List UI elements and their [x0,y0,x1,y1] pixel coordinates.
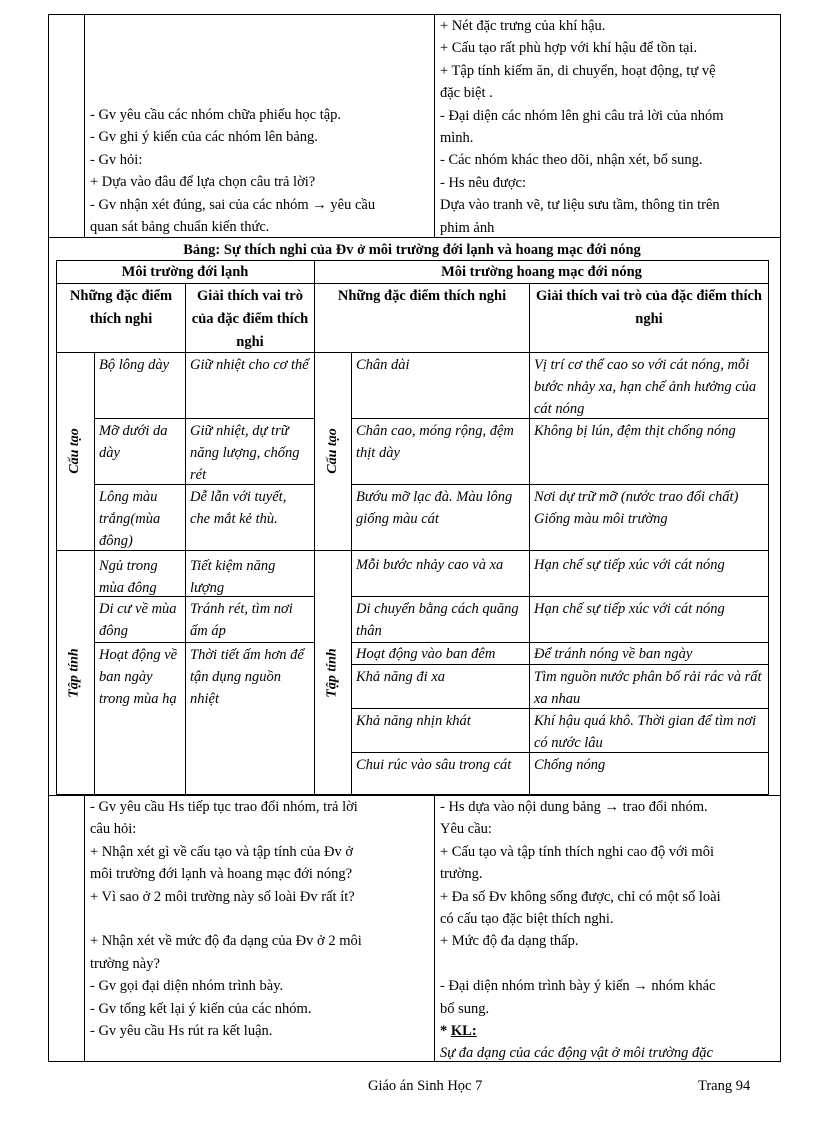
text-line: - Gv yêu cầu Hs rút ra kết luận. [90,1023,273,1040]
table-cell: Khả năng nhịn khát [356,713,471,729]
table-cell: Vị trí cơ thể cao so với cát nóng, mỗi bước nhảy xa, hạn chế ảnh hưởng của cát nóng [534,357,757,417]
label-hot-structure: Cấu tạo [324,428,340,474]
text-line: - Gv hỏi: [90,151,143,168]
header-hot-explain: Giải thích vai trò của đặc điểm thích nghi [536,288,762,327]
table-cell: Ngủ trong mùa đông [99,558,158,596]
label-hot-behavior: Tập tính [324,647,340,698]
header-hot-features: Những đặc điểm thích nghi [337,288,507,304]
table-cell: Khí hậu quá khô. Thời gian để tìm nơi có nước lâu [534,713,757,751]
kl-label: KL: [450,1023,477,1040]
text-line: + Nhận xét về mức độ đa dạng của Đv ở 2 môi [90,933,362,950]
table-cell: Mỡ dưới da dày [99,423,168,461]
table-title: Bảng: Sự thích nghi của Đv ở môi trường đới lạnh và hoang mạc đới nóng [183,242,641,258]
conclusion-heading [440,1020,778,1042]
table-cell: Chui rúc vào sâu trong cát [356,757,512,773]
text-line: Yêu cầu: [440,821,492,838]
text-line: - Gv nhận xét đúng, sai của các nhóm → yêu cầu [90,196,376,213]
table-cell: Bộ lông dày [99,357,170,373]
text-line: - Gv yêu cầu các nhóm chữa phiếu học tập. [90,107,342,123]
text-line [440,953,778,975]
text-line: + Tập tính kiếm ăn, di chuyển, hoạt động, tự vệ [440,62,716,79]
table-cell: Di cư về mùa đông [99,601,177,639]
text-line: quan sát bảng chuẩn kiến thức. [90,219,270,236]
table-cell: Giữ nhiệt cho cơ thể [190,357,309,373]
text-line: phim ảnh [440,219,495,236]
table-cell: Không bị lún, đệm thịt chống nóng [534,423,736,439]
text-line: - Hs nêu được: [440,174,526,191]
text-line: bổ sung. [440,1000,490,1017]
text-line: + Nét đặc trưng của khí hậu. [440,18,606,34]
header-hot-env: Môi trường hoang mạc đới nóng [441,264,642,280]
kl-prefix: * [440,1023,451,1040]
header-cold-explain: Giải thích vai trò của đặc điểm thích nghi [191,288,309,350]
text-line: trường này? [90,955,160,972]
text-line: - Gv yêu cầu Hs tiếp tục trao đổi nhóm, trả lời [90,799,358,815]
conclusion-text: Sự đa dạng của các động vật ở môi trường đặc [440,1045,713,1062]
table-cell: Khả năng đi xa [356,669,446,685]
table-cell: Nơi dự trữ mỡ (nước trao đổi chất) Giống màu môi trường [534,489,739,527]
text-line: trường. [440,866,483,883]
text-line: mình. [440,130,474,147]
text-line: - Gv gọi đại diện nhóm trình bày. [90,978,284,995]
text-line: - Đại diện nhóm trình bày ý kiến → nhóm khác [440,978,716,995]
table-cell: Chân cao, móng rộng, đệm thịt dày [356,423,514,461]
text-line: + Cấu tạo và tập tính thích nghi cao độ với môi [440,843,714,860]
bottom-right-column [440,796,778,1065]
table-cell: Dễ lẫn với tuyết, che mắt kẻ thù. [190,489,287,527]
label-cold-behavior: Tập tính [67,647,82,698]
table-cell: Mỗi bước nhảy cao và xa [356,557,504,573]
footer-page-number: Trang 94 [698,1078,751,1094]
footer-title: Giáo án Sinh Học 7 [368,1078,483,1094]
text-line: + Dựa vào đâu để lựa chọn câu trả lời? [90,174,316,191]
text-line: + Mức độ đa dạng thấp. [440,933,579,950]
table-cell: Lông màu trắng(mùa đông) [99,489,161,549]
text-line: - Gv tổng kết lại ý kiến của các nhóm. [90,1000,312,1017]
label-cold-structure: Cấu tạo [67,428,83,474]
table-cell: Bướu mỡ lạc đà. Màu lông giống màu cát [356,489,513,527]
text-line: + Vì sao ở 2 môi trường này số loài Đv rất ít? [90,888,355,905]
table-cell: Hạn chế sự tiếp xúc với cát nóng [534,557,725,573]
table-cell: Di chuyển bằng cách quăng thân [356,601,519,639]
table-cell: Thời tiết ấm hơn để tận dụng nguồn nhiệt [190,647,304,707]
text-line: câu hỏi: [90,821,137,838]
table-cell: Để tránh nóng về ban ngày [534,646,693,662]
text-line: - Các nhóm khác theo dõi, nhận xét, bổ sung. [440,152,703,169]
table-cell: Chống nóng [534,757,606,773]
text-line: + Đa số Đv không sống được, chỉ có một số loài [440,888,721,905]
header-cold-env: Môi trường đới lạnh [121,264,249,280]
table-cell: Tìm nguồn nước phân bố rải rác và rất xa nhau [534,669,762,707]
text-line: môi trường đới lạnh và hoang mạc đới nóng? [90,866,353,883]
top-left-column [90,104,432,238]
bottom-left-column [90,796,432,1042]
table-cell: Hạn chế sự tiếp xúc với cát nóng [534,601,725,617]
text-line: Dựa vào tranh vẽ, tư liệu sưu tầm, thông tin trên [440,197,720,214]
table-cell: Tiết kiệm năng lượng [190,558,276,596]
text-line: có cấu tạo đặc biệt thích nghi. [440,911,614,928]
header-cold-features: Những đặc điểm thích nghi [69,288,173,327]
table-cell: Chân dài [356,357,410,373]
table-cell: Hoạt động về ban ngày trong mùa hạ [99,647,178,707]
text-line: + Nhận xét gì về cấu tạo và tập tính của Đv ở [90,843,354,860]
top-right-column [440,15,778,239]
text-line: - Đại diện các nhóm lên ghi câu trả lời của nhóm [440,107,724,124]
table-cell: Tránh rét, tìm nơi ấm áp [190,601,293,639]
table-cell: Hoạt động vào ban đêm [356,646,496,662]
text-line: - Gv ghi ý kiến của các nhóm lên bảng. [90,129,318,146]
text-line: - Hs dựa vào nội dung bảng → trao đổi nhóm. [440,799,708,815]
text-line: + Cấu tạo rất phù hợp với khí hậu để tồn tại. [440,40,698,57]
text-line: đặc biệt . [440,85,493,102]
table-cell: Giữ nhiệt, dự trữ năng lượng, chống rét [190,423,300,483]
text-line [90,908,432,930]
